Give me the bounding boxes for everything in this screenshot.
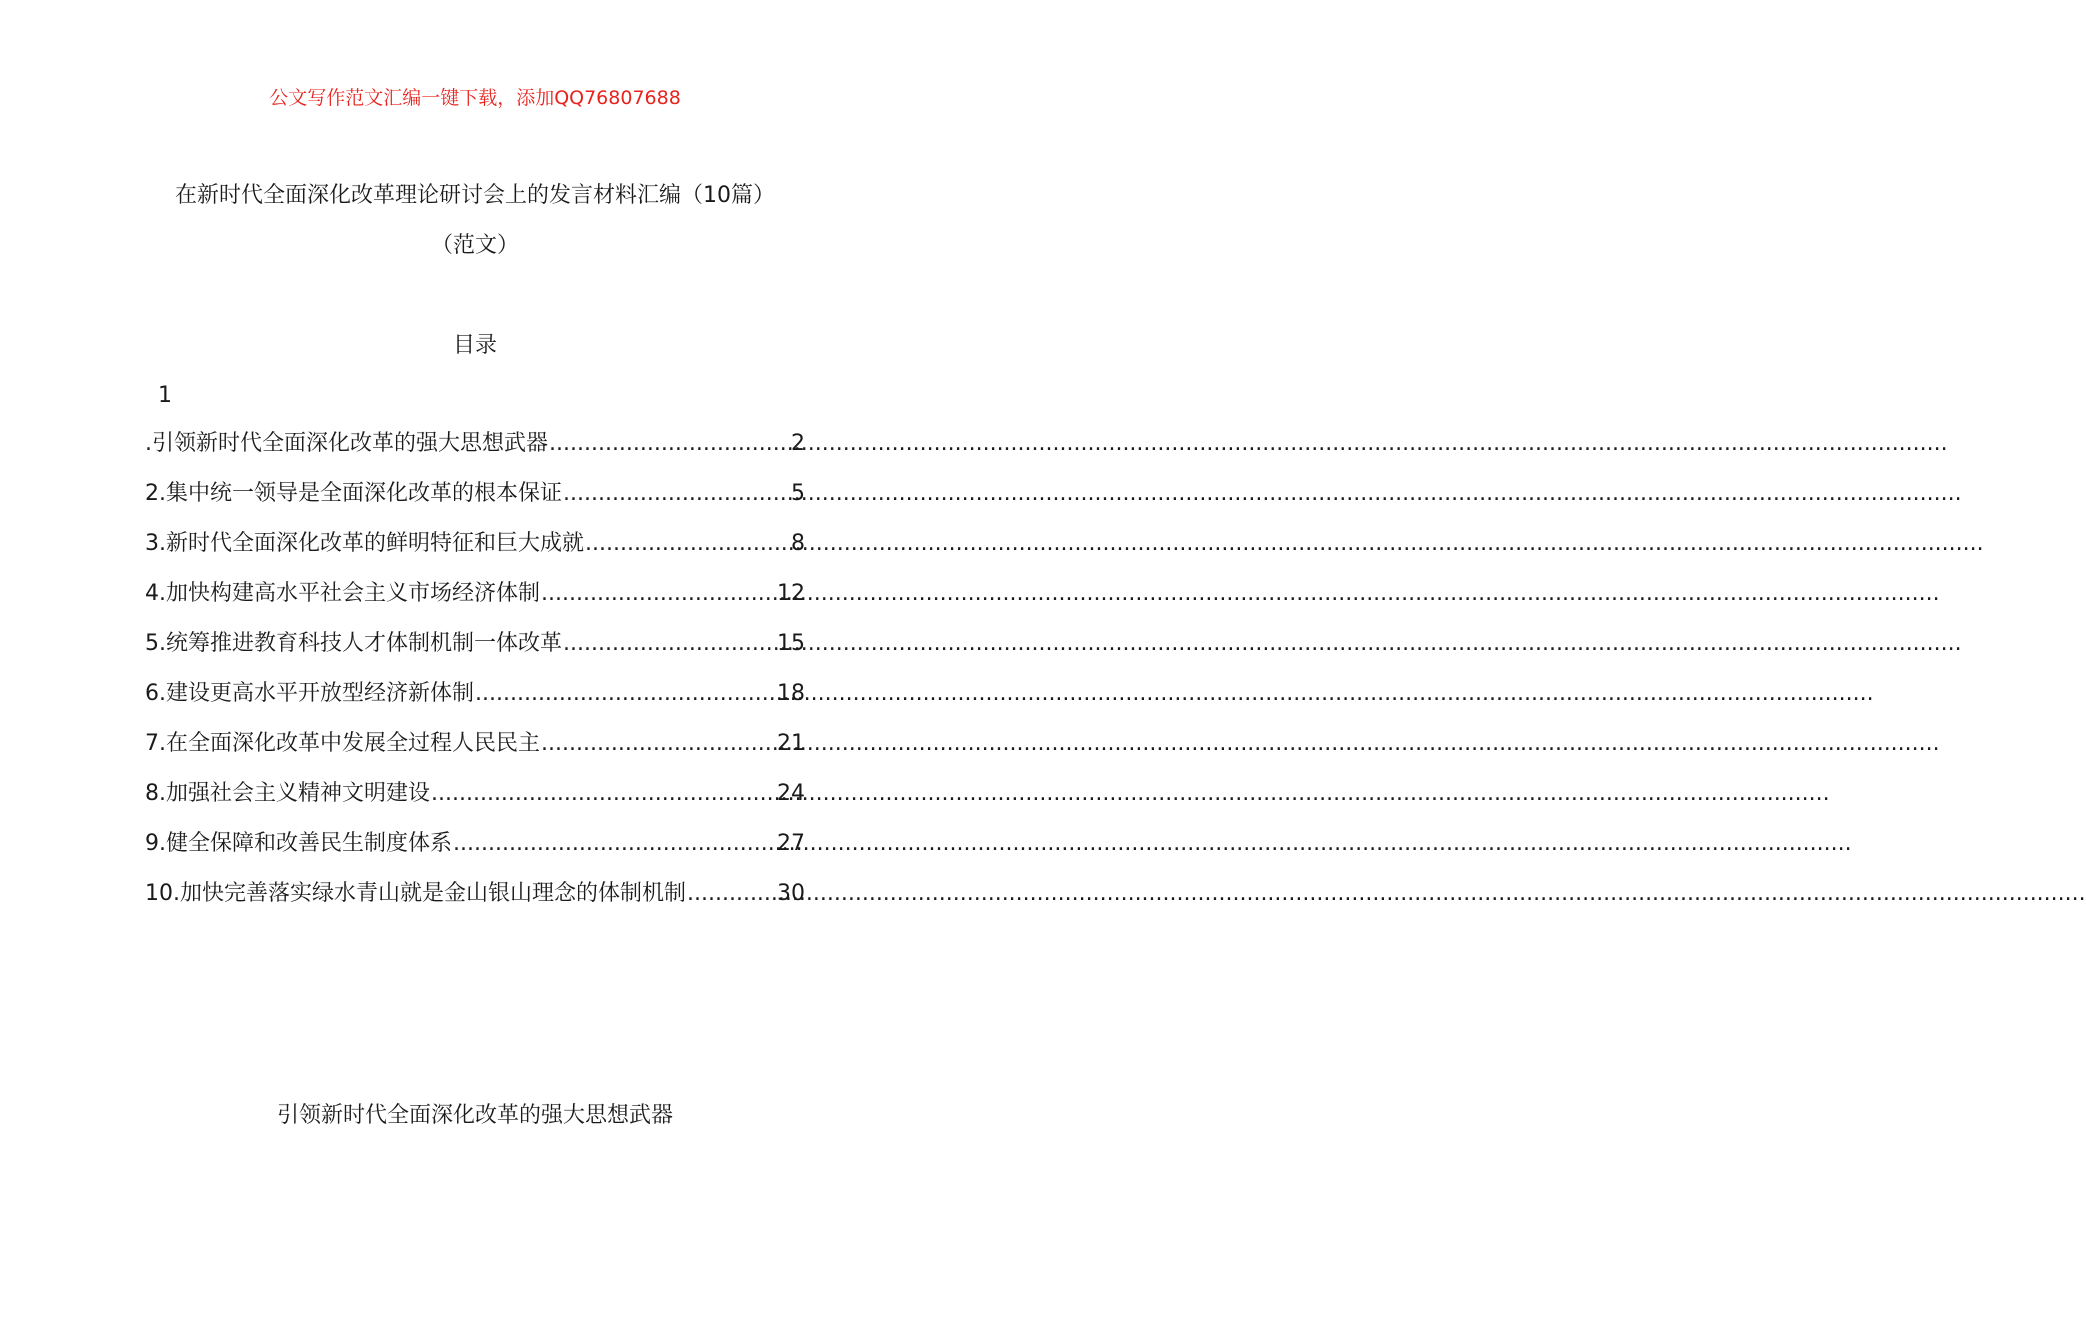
toc-leader-dots [453, 828, 776, 860]
toc-entry-page: 5 [791, 481, 805, 506]
toc-entry-label: 5.统筹推进教育科技人才体制机制一体改革 [145, 631, 562, 656]
toc-entry-label: 10.加快完善落实绿水青山就是金山银山理念的体制机制 [145, 881, 686, 906]
toc-entry-label: 6.建设更高水平开放型经济新体制 [145, 681, 474, 706]
toc-entry-10[interactable] [145, 878, 805, 928]
toc-entry-1[interactable] [145, 428, 805, 478]
toc-entry-9[interactable] [145, 828, 805, 878]
toc-entry-label: 7.在全面深化改革中发展全过程人民民主 [145, 731, 540, 756]
toc-entry-label: 9.健全保障和改善民生制度体系 [145, 831, 452, 856]
document-page [0, 0, 950, 1344]
toc-leader-dots [431, 778, 776, 810]
toc-entry-6[interactable] [145, 678, 805, 728]
toc-entry-label: 3.新时代全面深化改革的鲜明特征和巨大成就 [145, 531, 584, 556]
toc-entry-label: 4.加快构建高水平社会主义市场经济体制 [145, 581, 540, 606]
toc-entry-label: 2.集中统一领导是全面深化改革的根本保证 [145, 481, 562, 506]
toc-leader-dots [563, 628, 776, 660]
toc-leader-dots [687, 878, 776, 910]
toc-entry-page: 12 [777, 581, 805, 606]
toc-entry-page: 8 [791, 531, 805, 556]
document-title: 在新时代全面深化改革理论研讨会上的发言材料汇编（10篇） [175, 183, 775, 208]
toc-entry-label: .引领新时代全面深化改革的强大思想武器 [145, 431, 548, 456]
toc-leader-dots [549, 428, 790, 460]
toc-entry-label: 8.加强社会主义精神文明建设 [145, 781, 430, 806]
toc-entry-8[interactable] [145, 778, 805, 828]
toc-heading: 目录 [452, 333, 497, 358]
document-subtitle: （范文） [430, 233, 519, 258]
toc-leader-dots [585, 528, 790, 560]
toc-entry-7[interactable] [145, 728, 805, 778]
toc-entry-5[interactable] [145, 628, 805, 678]
toc-entry-2[interactable] [145, 478, 805, 528]
toc-leader-dots [475, 678, 776, 710]
toc-entry-3[interactable] [145, 528, 805, 578]
toc-first-page-number: 1 [158, 383, 172, 408]
toc-entry-page: 2 [791, 431, 805, 456]
table-of-contents [145, 428, 805, 928]
toc-entry-page: 27 [777, 831, 805, 856]
toc-leader-dots [563, 478, 790, 510]
toc-entry-page: 18 [777, 681, 805, 706]
section-title: 引领新时代全面深化改革的强大思想武器 [276, 1103, 673, 1128]
toc-entry-page: 30 [777, 881, 805, 906]
download-banner[interactable]: 公文写作范文汇编一键下载，添加QQ76807688 [269, 87, 681, 109]
toc-leader-dots [541, 728, 776, 760]
toc-entry-page: 21 [777, 731, 805, 756]
toc-leader-dots [541, 578, 776, 610]
toc-entry-page: 15 [777, 631, 805, 656]
toc-entry-4[interactable] [145, 578, 805, 628]
toc-entry-page: 24 [777, 781, 805, 806]
